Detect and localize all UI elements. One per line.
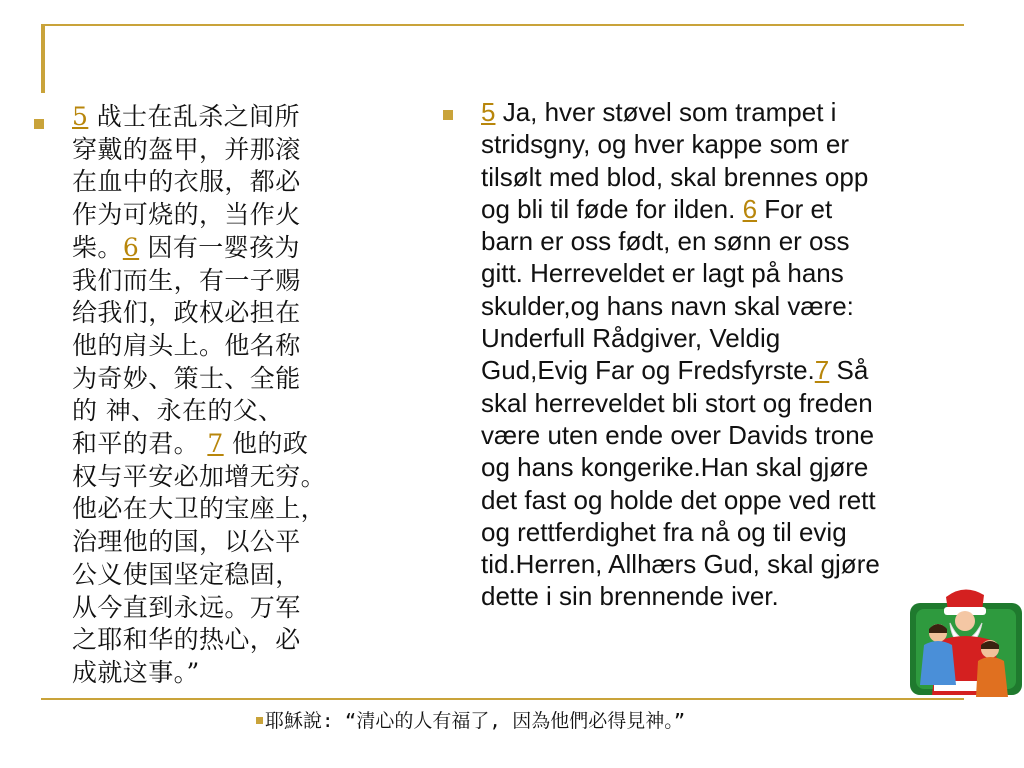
line-text: 我们而生，有一子赐 bbox=[72, 265, 301, 295]
verse-line bbox=[72, 526, 402, 559]
verse-line bbox=[72, 493, 402, 526]
line-text: skulder,og hans navn skal være: bbox=[481, 290, 854, 321]
frame-bottom-line bbox=[41, 698, 964, 700]
line-text: 在血中的衣服，都必 bbox=[72, 167, 301, 197]
line-text: For et bbox=[757, 193, 833, 224]
line-text: og bli til føde for ilden. bbox=[481, 193, 743, 224]
line-text: 和平的君。 bbox=[72, 429, 208, 459]
verse-line bbox=[72, 657, 402, 690]
line-text: 之耶和华的热心，必 bbox=[72, 625, 301, 655]
line-text: 给我们，政权必担在 bbox=[72, 298, 301, 328]
verse-number-link[interactable]: 5 bbox=[72, 102, 89, 131]
line-text: 他的肩头上。他名称 bbox=[72, 330, 301, 360]
verse-line bbox=[481, 322, 1006, 354]
verse-number-link[interactable]: 6 bbox=[742, 193, 758, 224]
line-text: være uten ende over Davids trone bbox=[481, 419, 875, 450]
verse-line bbox=[481, 257, 1006, 289]
verse-line bbox=[481, 354, 1006, 386]
verse-line bbox=[72, 166, 402, 199]
line-text: 他的政 bbox=[223, 429, 309, 459]
verse-line bbox=[72, 428, 402, 461]
verse-line bbox=[481, 451, 1006, 483]
verse-line bbox=[481, 290, 1006, 322]
verse-line bbox=[72, 265, 402, 298]
verse-line bbox=[72, 461, 402, 494]
line-text: tilsølt med blod, skal brennes opp bbox=[481, 161, 869, 192]
verse-line bbox=[481, 128, 1006, 160]
line-text: 他必在大卫的宝座上， bbox=[72, 494, 327, 524]
line-text: tid.Herren, Allhærs Gud, skal gjøre bbox=[481, 549, 880, 580]
verse-line bbox=[72, 101, 402, 134]
verse-number-link[interactable]: 6 bbox=[122, 232, 140, 262]
verse-number-link[interactable]: 5 bbox=[481, 97, 496, 127]
chinese-verse-text bbox=[72, 101, 402, 690]
norwegian-verse-text bbox=[481, 96, 1006, 613]
line-text: 战士在乱杀之间所 bbox=[88, 102, 300, 131]
line-text: gitt. Herreveldet er lagt på hans bbox=[481, 258, 844, 289]
verse-line bbox=[481, 484, 1006, 516]
verse-line bbox=[481, 225, 1006, 257]
verse-line bbox=[72, 395, 402, 428]
frame-vertical-line bbox=[41, 24, 45, 93]
line-text: Ja, hver støvel som trampet i bbox=[495, 97, 837, 127]
verse-line bbox=[481, 96, 1006, 128]
verse-line bbox=[481, 161, 1006, 193]
line-text: skal herreveldet bli stort og freden bbox=[481, 387, 873, 418]
line-text: barn er oss født, en sønn er oss bbox=[481, 226, 850, 257]
line-text: 的 神、永在的父、 bbox=[72, 396, 284, 426]
line-text: 治理他的国，以公平 bbox=[72, 527, 301, 557]
verse-line bbox=[72, 199, 402, 232]
line-text: 权与平安必加增无穷。 bbox=[72, 461, 327, 491]
footer-text: 耶穌說: “清心的人有福了, 因為他們必得見神。” bbox=[265, 710, 686, 732]
right-bullet-icon bbox=[443, 110, 453, 120]
verse-line bbox=[481, 548, 1006, 580]
frame-top-line bbox=[41, 24, 964, 26]
verse-line bbox=[72, 363, 402, 396]
footer-bullet-icon bbox=[256, 717, 263, 724]
verse-line bbox=[72, 624, 402, 657]
line-text: 穿戴的盔甲，并那滚 bbox=[72, 134, 301, 164]
verse-number-link[interactable]: 7 bbox=[814, 355, 830, 386]
verse-number-link[interactable]: 7 bbox=[207, 429, 224, 459]
verse-line bbox=[72, 592, 402, 625]
verse-line bbox=[72, 330, 402, 363]
line-text: Underfull Rådgiver, Veldig bbox=[481, 323, 781, 354]
line-text: Gud,Evig Far og Fredsfyrste. bbox=[481, 355, 815, 386]
verse-line bbox=[72, 297, 402, 330]
verse-line bbox=[481, 387, 1006, 419]
left-bullet-icon bbox=[34, 119, 44, 129]
line-text: det fast og holde det oppe ved rett bbox=[481, 484, 876, 515]
verse-line bbox=[72, 232, 402, 265]
line-text: 柴。 bbox=[72, 232, 123, 262]
verse-line bbox=[72, 134, 402, 167]
santa-with-children-icon bbox=[898, 585, 1024, 699]
line-text: og hans kongerike.Han skal gjøre bbox=[481, 452, 869, 483]
line-text: og rettferdighet fra nå og til evig bbox=[481, 516, 847, 547]
line-text: 因有一婴孩为 bbox=[139, 232, 300, 262]
line-text: dette i sin brennende iver. bbox=[481, 581, 779, 612]
line-text: 从今直到永远。万军 bbox=[72, 592, 301, 622]
line-text: stridsgny, og hver kappe som er bbox=[481, 129, 850, 160]
line-text: 成就这事。” bbox=[72, 657, 200, 687]
line-text: 公义使国坚定稳固， bbox=[72, 559, 301, 589]
verse-line bbox=[481, 193, 1006, 225]
verse-line bbox=[481, 419, 1006, 451]
line-text: Så bbox=[829, 355, 869, 386]
verse-line bbox=[72, 559, 402, 592]
line-text: 作为可烧的，当作火 bbox=[72, 200, 301, 230]
verse-line bbox=[481, 516, 1006, 548]
line-text: 为奇妙、策士、全能 bbox=[72, 363, 301, 393]
footer-quote bbox=[256, 706, 685, 733]
